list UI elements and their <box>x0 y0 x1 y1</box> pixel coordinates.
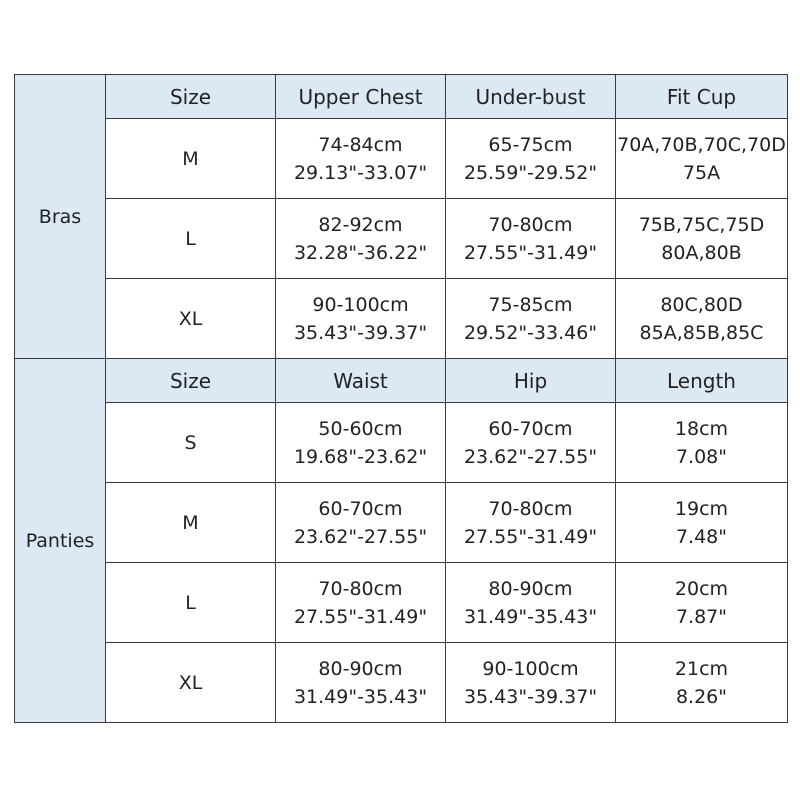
length-cell <box>616 643 788 723</box>
fit-cup-line: 75B,75C,75D <box>638 213 765 236</box>
under-bust-cell <box>446 119 616 199</box>
panties-header-length: Length <box>616 359 788 403</box>
waist-cell <box>276 403 446 483</box>
size-cell: XL <box>106 279 276 359</box>
inch-value: 27.55"-31.49" <box>463 241 598 264</box>
hip-cell <box>446 483 616 563</box>
inch-value: 8.26" <box>675 685 728 708</box>
inch-value: 29.13"-33.07" <box>293 161 428 184</box>
under-bust-cell <box>446 199 616 279</box>
table-row <box>15 643 788 723</box>
inch-value: 19.68"-23.62" <box>293 445 428 468</box>
size-cell: S <box>106 403 276 483</box>
length-cell <box>616 403 788 483</box>
cm-value: 65-75cm <box>488 133 573 156</box>
cm-value: 70-80cm <box>488 497 573 520</box>
cm-value: 74-84cm <box>318 133 403 156</box>
bras-header-upper-chest: Upper Chest <box>276 75 446 119</box>
size-cell: M <box>106 483 276 563</box>
table-row <box>15 483 788 563</box>
waist-cell <box>276 563 446 643</box>
cm-value: 90-100cm <box>482 657 579 680</box>
bras-header-fit-cup: Fit Cup <box>616 75 788 119</box>
table-row <box>15 199 788 279</box>
fit-cup-line: 80C,80D <box>660 293 743 316</box>
cm-value: 20cm <box>674 577 729 600</box>
cm-value: 60-70cm <box>488 417 573 440</box>
table-row <box>15 403 788 483</box>
inch-value: 31.49"-35.43" <box>463 605 598 628</box>
inch-value: 35.43"-39.37" <box>463 685 598 708</box>
upper-chest-cell <box>276 279 446 359</box>
size-cell: M <box>106 119 276 199</box>
cm-value: 75-85cm <box>488 293 573 316</box>
cm-value: 70-80cm <box>318 577 403 600</box>
fit-cup-line: 80A,80B <box>661 241 742 264</box>
length-cell <box>616 563 788 643</box>
cm-value: 80-90cm <box>488 577 573 600</box>
size-chart-table <box>14 74 788 723</box>
cm-value: 50-60cm <box>318 417 403 440</box>
inch-value: 32.28"-36.22" <box>293 241 428 264</box>
fit-cup-line: 85A,85B,85C <box>639 321 764 344</box>
fit-cup-line: 70A,70B,70C,70D <box>617 133 786 156</box>
panties-header-row <box>15 359 788 403</box>
table-row <box>15 279 788 359</box>
hip-cell <box>446 403 616 483</box>
bras-group-label: Bras <box>15 75 106 359</box>
upper-chest-cell <box>276 119 446 199</box>
cm-value: 60-70cm <box>318 497 403 520</box>
waist-cell <box>276 483 446 563</box>
cm-value: 82-92cm <box>318 213 403 236</box>
inch-value: 7.48" <box>675 525 728 548</box>
cm-value: 90-100cm <box>312 293 409 316</box>
bras-header-size: Size <box>106 75 276 119</box>
size-cell: XL <box>106 643 276 723</box>
cm-value: 21cm <box>674 657 729 680</box>
inch-value: 27.55"-31.49" <box>293 605 428 628</box>
inch-value: 25.59"-29.52" <box>463 161 598 184</box>
inch-value: 23.62"-27.55" <box>463 445 598 468</box>
cm-value: 19cm <box>674 497 729 520</box>
cm-value: 70-80cm <box>488 213 573 236</box>
size-cell: L <box>106 563 276 643</box>
inch-value: 23.62"-27.55" <box>293 525 428 548</box>
size-cell: L <box>106 199 276 279</box>
under-bust-cell <box>446 279 616 359</box>
fit-cup-cell <box>616 119 788 199</box>
hip-cell <box>446 643 616 723</box>
inch-value: 7.08" <box>675 445 728 468</box>
inch-value: 29.52"-33.46" <box>463 321 598 344</box>
upper-chest-cell <box>276 199 446 279</box>
waist-cell <box>276 643 446 723</box>
length-cell <box>616 483 788 563</box>
fit-cup-cell <box>616 199 788 279</box>
fit-cup-line: 75A <box>682 161 721 184</box>
panties-group-label: Panties <box>15 359 106 723</box>
cm-value: 80-90cm <box>318 657 403 680</box>
cm-value: 18cm <box>674 417 729 440</box>
panties-header-size: Size <box>106 359 276 403</box>
panties-header-hip: Hip <box>446 359 616 403</box>
table-row <box>15 119 788 199</box>
table-row <box>15 563 788 643</box>
inch-value: 27.55"-31.49" <box>463 525 598 548</box>
fit-cup-cell <box>616 279 788 359</box>
inch-value: 7.87" <box>675 605 728 628</box>
inch-value: 31.49"-35.43" <box>293 685 428 708</box>
bras-header-row <box>15 75 788 119</box>
panties-header-waist: Waist <box>276 359 446 403</box>
inch-value: 35.43"-39.37" <box>293 321 428 344</box>
bras-header-under-bust: Under-bust <box>446 75 616 119</box>
hip-cell <box>446 563 616 643</box>
